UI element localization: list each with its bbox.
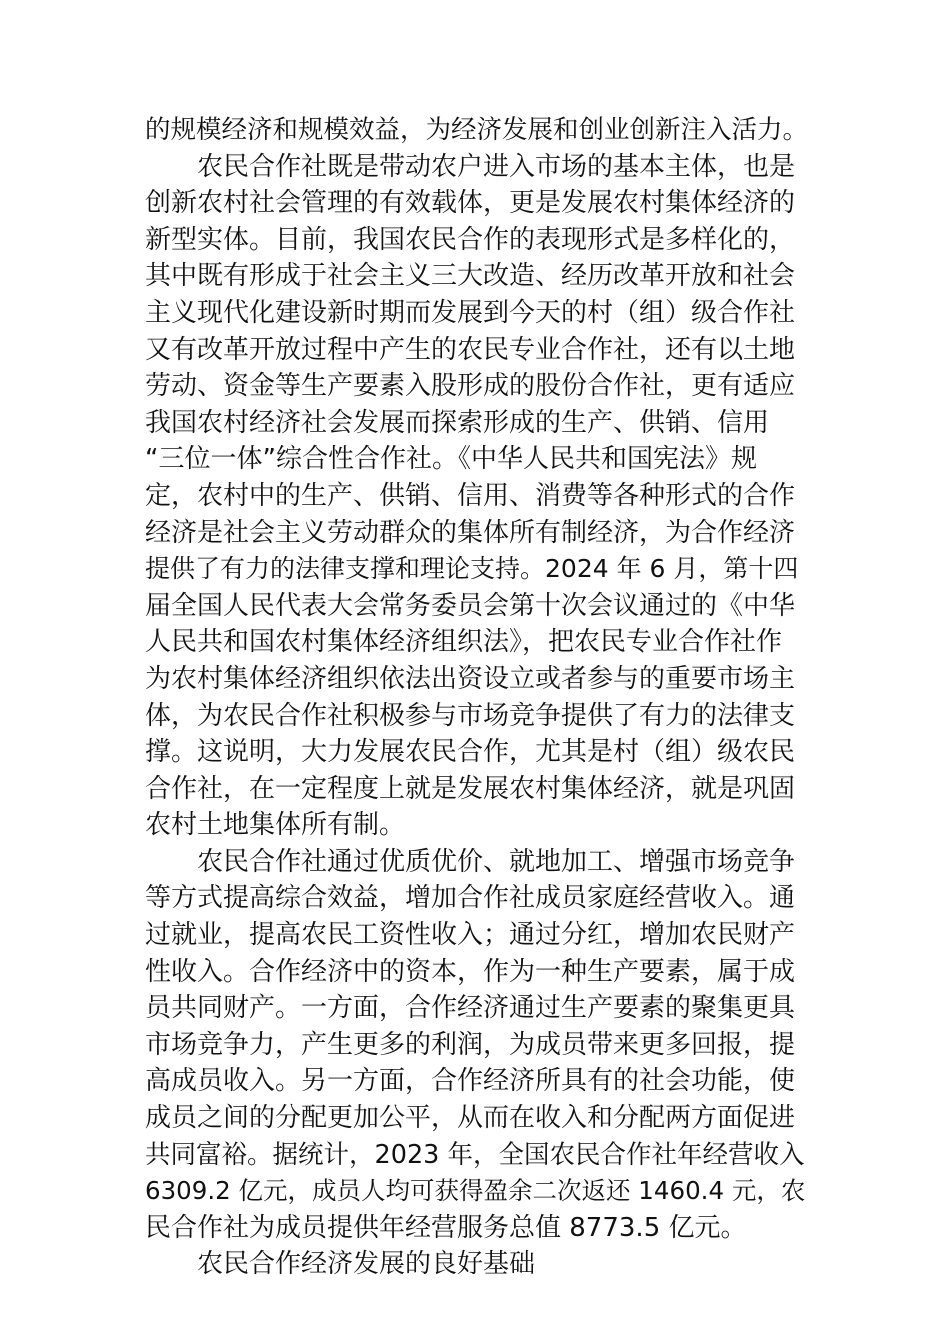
paragraph-start-line: 农民合作社既是带动农户进入市场的基本主体，也是: [197, 151, 796, 182]
paragraph-start-line: 农民合作社通过优质优价、就地加工、增强市场竞争: [197, 846, 796, 877]
text-line: 新型实体。目前，我国农民合作的表现形式是多样化的，: [145, 224, 796, 255]
section-heading-line: 农民合作经济发展的良好基础: [197, 1249, 536, 1280]
text-line: 6309.2 亿元，成员人均可获得盈余二次返还 1460.4 元，农: [145, 1176, 806, 1206]
text-line: 我国农村经济社会发展而探索形成的生产、供销、信用: [145, 407, 770, 438]
text-line: 性收入。合作经济中的资本，作为一种生产要素，属于成: [145, 956, 796, 987]
text-line: 农村土地集体所有制。: [145, 810, 406, 841]
text-line: 过就业，提高农民工资性收入；通过分红，增加农民财产: [145, 920, 796, 951]
text-line: 经济是社会主义劳动群众的集体所有制经济，为合作经济: [145, 517, 796, 548]
text-line: 又有改革开放过程中产生的农民专业合作社，还有以土地: [145, 334, 796, 365]
text-line: 创新农村社会管理的有效载体，更是发展农村集体经济的: [145, 188, 796, 219]
text-line: 提供了有力的法律支撑和理论支持。2024 年 6 月，第十四: [145, 554, 799, 584]
text-line: 合作社，在一定程度上就是发展农村集体经济，就是巩固: [145, 773, 796, 804]
text-line: 成员之间的分配更加公平，从而在收入和分配两方面促进: [145, 1103, 796, 1134]
text-line: 共同富裕。据统计，2023 年，全国农民合作社年经营收入: [145, 1139, 805, 1170]
document-page: [145, 112, 810, 1283]
text-line: 届全国人民代表大会常务委员会第十次会议通过的《中华: [145, 590, 796, 621]
text-line: 高成员收入。另一方面，合作经济所具有的社会功能，使: [145, 1066, 796, 1097]
text-line: 员共同财产。一方面，合作经济通过生产要素的聚集更具: [145, 993, 796, 1024]
text-line: 主义现代化建设新时期而发展到今天的村（组）级合作社: [145, 297, 796, 328]
text-line: 民合作社为成员提供年经营服务总值 8773.5 亿元。: [145, 1212, 747, 1243]
text-line: 的规模经济和规模效益，为经济发展和创业创新注入活力。: [145, 115, 809, 145]
text-line: 撑。这说明，大力发展农民合作，尤其是村（组）级农民: [145, 737, 796, 768]
text-line: 体，为农民合作社积极参与市场竞争提供了有力的法律支: [145, 700, 796, 731]
text-line: 市场竞争力，产生更多的利润，为成员带来更多回报，提: [145, 1029, 796, 1060]
text-line: 等方式提高综合效益，增加合作社成员家庭经营收入。通: [145, 883, 796, 914]
text-line: 其中既有形成于社会主义三大改造、经历改革开放和社会: [145, 261, 796, 292]
text-line: 定，农村中的生产、供销、信用、消费等各种形式的合作: [145, 480, 796, 511]
text-line: 劳动、资金等生产要素入股形成的股份合作社，更有适应: [145, 371, 796, 402]
text-line: 人民共和国农村集体经济组织法》，把农民专业合作社作: [145, 627, 783, 658]
text-line: “三位一体”综合性合作社。《中华人民共和国宪法》规: [145, 444, 757, 475]
text-line: 为农村集体经济组织依法出资设立或者参与的重要市场主: [145, 663, 796, 694]
